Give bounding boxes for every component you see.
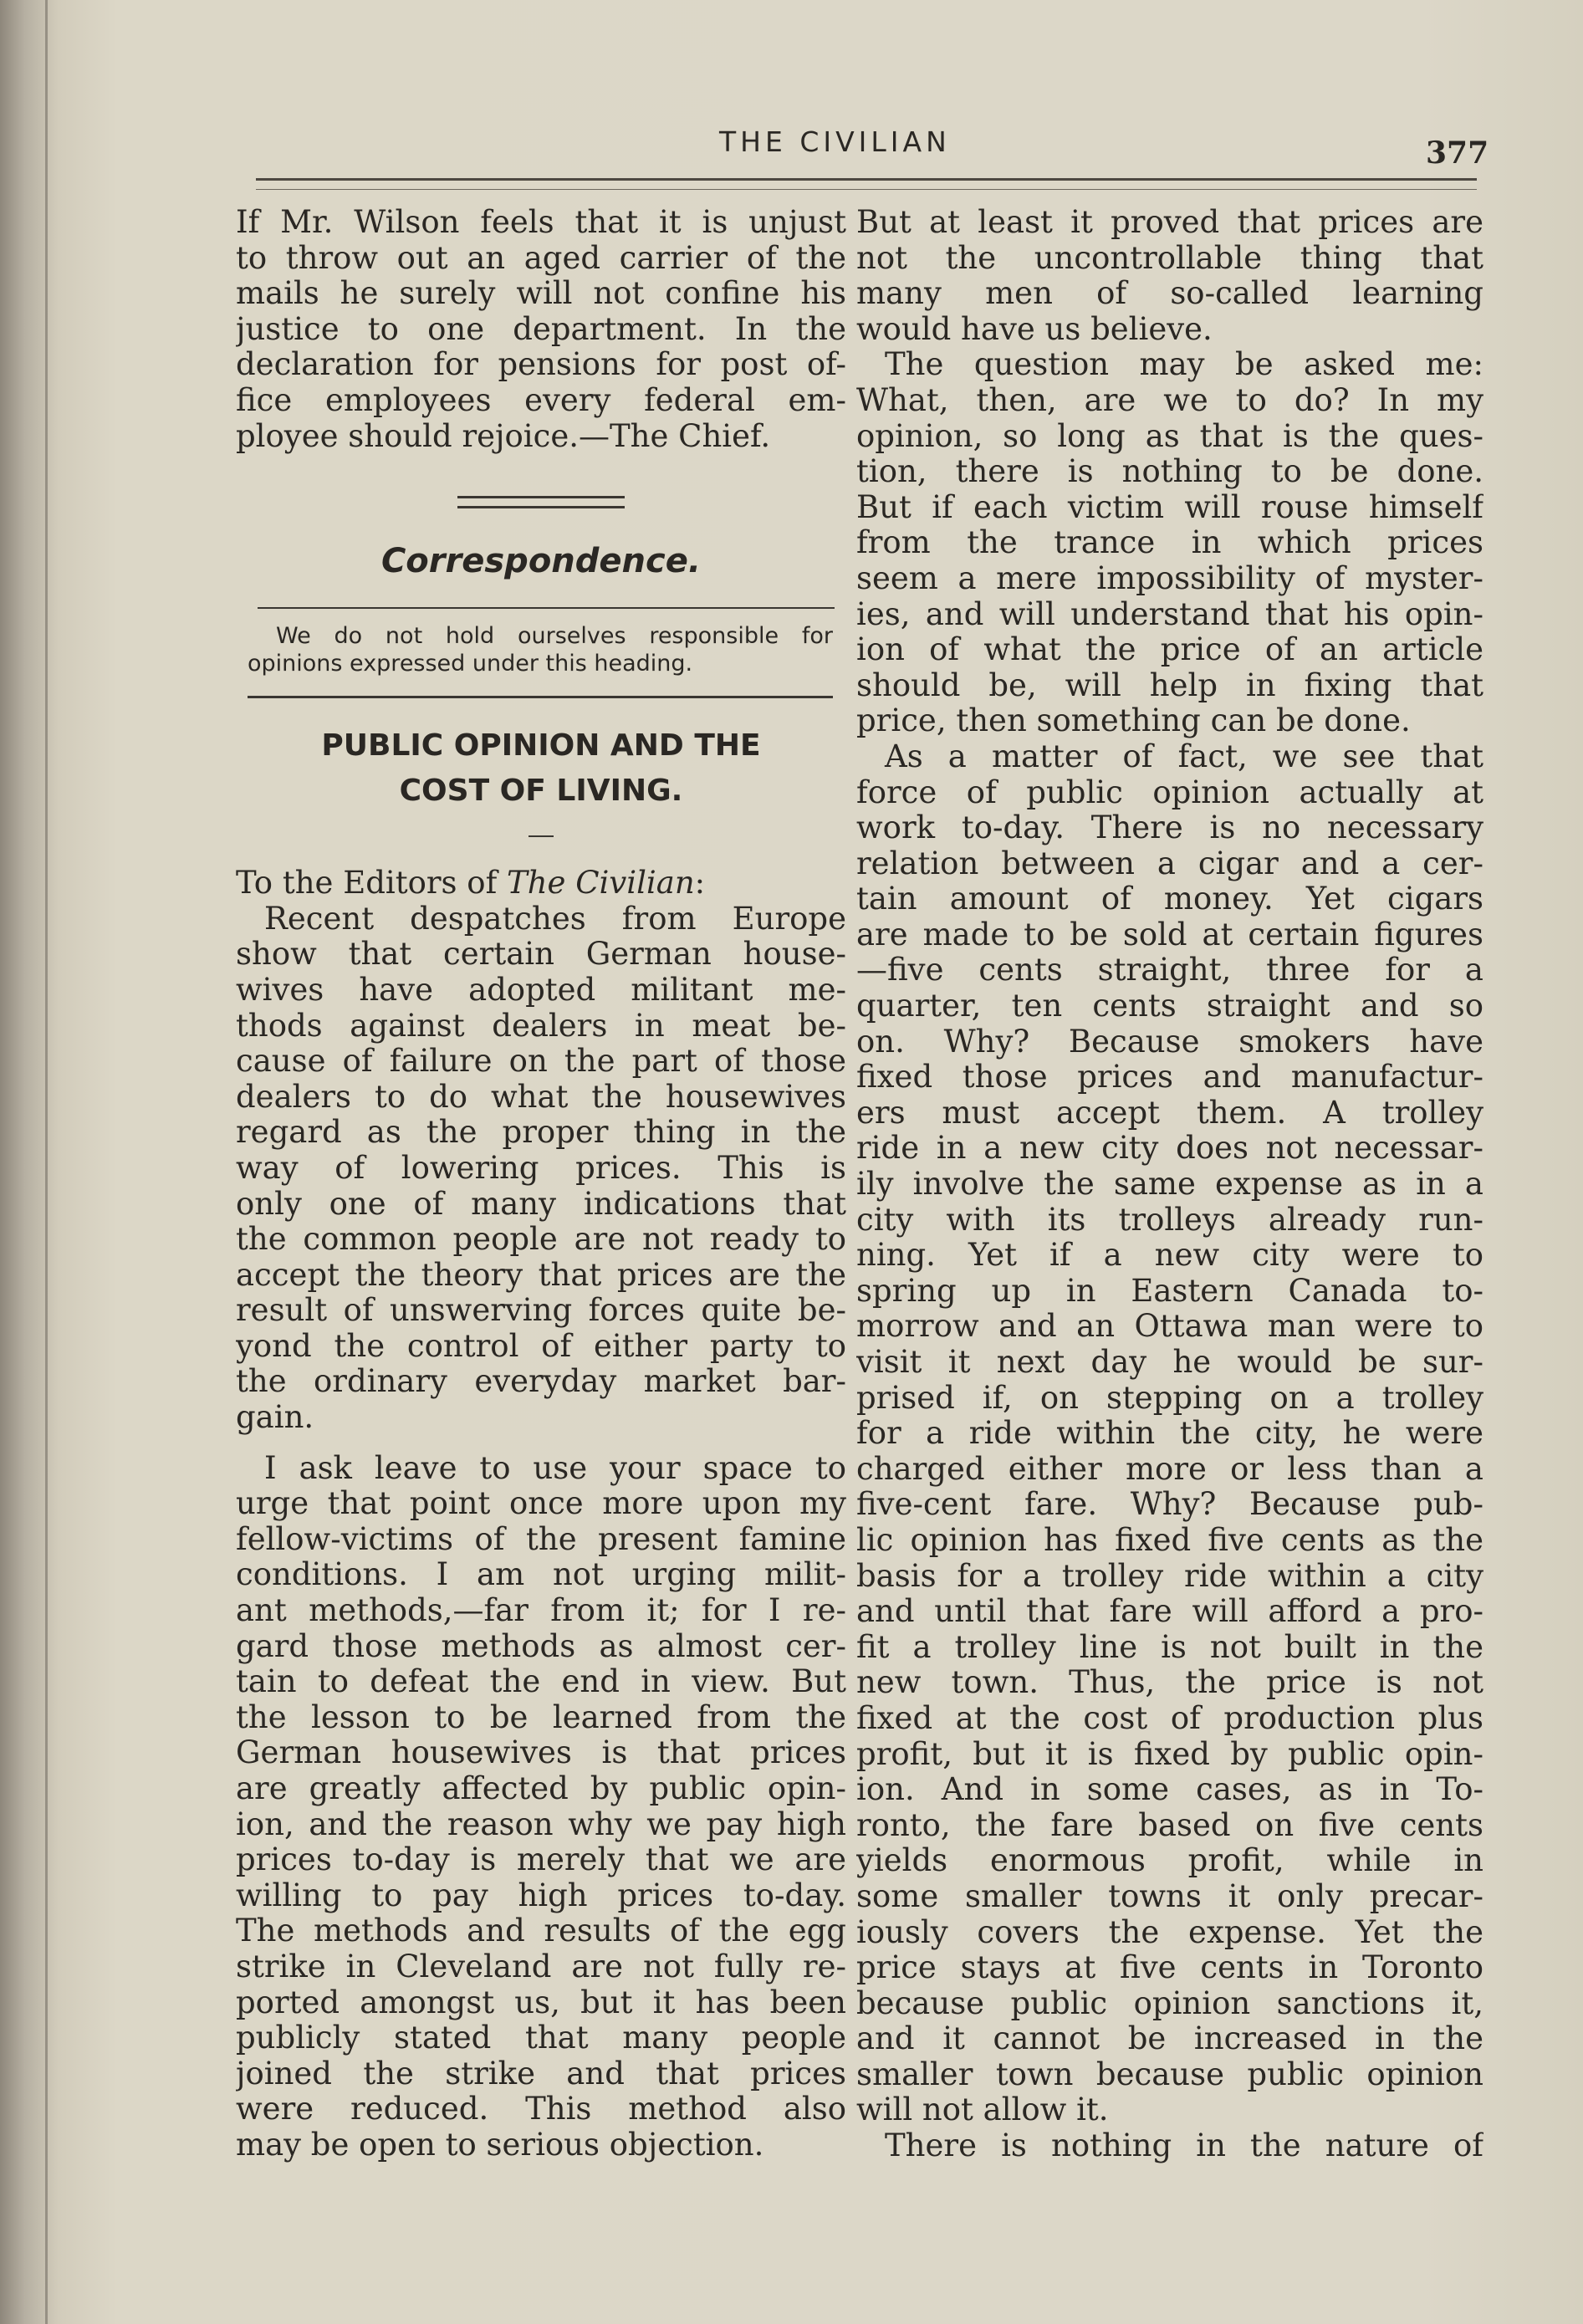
text-line: ride in a new city does not necessar-	[856, 1131, 1483, 1167]
left-column	[236, 205, 846, 2163]
text-line: gain.	[236, 1400, 314, 1436]
text-line: show that certain German house-	[236, 937, 846, 973]
binding-gutter	[45, 0, 48, 2324]
text-line: mails he surely will not confine his	[236, 276, 846, 312]
text-line: basis for a trolley ride within a city	[856, 1558, 1483, 1594]
paragraph-gap	[236, 1436, 846, 1451]
text-line: What, then, are we to do? In my	[856, 382, 1483, 418]
text-line: ning. Yet if a new city were to	[856, 1238, 1483, 1274]
text-line: morrow and an Ottawa man were to	[856, 1309, 1483, 1345]
text-line: lic opinion has fixed five cents as the	[856, 1522, 1483, 1558]
text-line: iously covers the expense. Yet the	[856, 1914, 1483, 1950]
text-line: the common people are not ready to	[236, 1222, 846, 1258]
text-line: were reduced. This method also	[236, 2092, 846, 2127]
text-line: opinions expressed under this heading.	[248, 651, 693, 677]
text-line: gard those methods as almost cer-	[236, 1628, 846, 1664]
text-line: should be, will help in fixing that	[856, 667, 1483, 703]
text-line: cause of failure on the part of those	[236, 1044, 846, 1080]
text-line: tain to defeat the end in view. But	[236, 1664, 846, 1700]
text-line: fixed those prices and manufactur-	[856, 1060, 1483, 1096]
text-line: work to-day. There is no necessary	[856, 810, 1483, 846]
text-line: fellow-victims of the present famine	[236, 1521, 846, 1557]
text-line: There is nothing in the nature of	[885, 2128, 1483, 2164]
text-line: wives have adopted militant me-	[236, 972, 846, 1008]
text-line: The methods and results of the egg	[236, 1913, 846, 1949]
text-line: many men of so-called learning	[856, 276, 1483, 312]
intro-paragraph	[236, 205, 846, 454]
article-title-line: PUBLIC OPINION AND THE	[321, 728, 761, 764]
text-line: As a matter of fact, we see that	[885, 738, 1483, 774]
text-line: yields enormous profit, while in	[856, 1843, 1483, 1879]
salutation-publication: The Civilian	[507, 866, 695, 902]
text-line: charged either more or less than a	[856, 1451, 1483, 1487]
text-line: conditions. I am not urging milit-	[236, 1557, 846, 1593]
text-line: strike in Cleveland are not fully re-	[236, 1949, 846, 1984]
section-divider	[457, 496, 625, 508]
text-line: relation between a cigar and a cer-	[856, 845, 1483, 881]
text-line: profit, but it is fixed by public opin-	[856, 1736, 1483, 1772]
text-line: to throw out an aged carrier of the	[236, 240, 846, 276]
text-line: thods against dealers in meat be-	[236, 1008, 846, 1044]
text-line: smaller town because public opinion	[856, 2056, 1483, 2092]
article-title-line: COST OF LIVING.	[399, 774, 683, 809]
editorial-notice	[248, 622, 833, 677]
text-line: not the uncontrollable thing that	[856, 240, 1483, 276]
text-line: ported amongst us, but it has been	[236, 1984, 846, 2020]
running-head: THE CIVILIAN	[719, 125, 951, 158]
text-line: some smaller towns it only precar-	[856, 1878, 1483, 1914]
text-line: five-cent fare. Why? Because pub-	[856, 1487, 1483, 1523]
text-line: force of public opinion actually at	[856, 774, 1483, 810]
text-line: tain amount of money. Yet cigars	[856, 881, 1483, 917]
paragraph-2	[236, 1451, 846, 2163]
header-rule	[256, 178, 1477, 181]
text-line: publicly stated that many people	[236, 2020, 846, 2056]
text-line: opinion, so long as that is the ques-	[856, 418, 1483, 454]
text-line: fice employees every federal em-	[236, 382, 846, 418]
notice-rule-bottom	[248, 696, 833, 698]
text-line: way of lowering prices. This is	[236, 1150, 846, 1186]
text-line: ion. And in some cases, as in To-	[856, 1772, 1483, 1808]
notice-rule-top	[258, 607, 835, 609]
header-rule-thin	[256, 189, 1477, 190]
text-line: are greatly affected by public opin-	[236, 1771, 846, 1806]
section-title: Correspondence.	[380, 542, 702, 581]
text-line: If Mr. Wilson feels that it is unjust	[236, 205, 846, 240]
text-line: and until that fare will afford a pro-	[856, 1594, 1483, 1630]
text-line: spring up in Eastern Canada to-	[856, 1273, 1483, 1309]
text-line: on. Why? Because smokers have	[856, 1024, 1483, 1060]
text-line: ion, and the reason why we pay high	[236, 1806, 846, 1842]
text-line: fixed at the cost of production plus	[856, 1700, 1483, 1736]
text-line: willing to pay high prices to-day.	[236, 1877, 846, 1913]
text-line: ers must accept them. A trolley	[856, 1095, 1483, 1131]
text-line: Recent despatches from Europe	[264, 901, 846, 937]
text-line: prices to-day is merely that we are	[236, 1842, 846, 1878]
text-line: prised if, on stepping on a trolley	[856, 1380, 1483, 1416]
text-line: quarter, ten cents straight and so	[856, 988, 1483, 1024]
text-line: only one of many indications that	[236, 1186, 846, 1222]
text-line: justice to one department. In the	[236, 311, 846, 347]
text-line: But if each victim will rouse himself	[856, 489, 1483, 525]
text-line: joined the strike and that prices	[236, 2056, 846, 2092]
text-line: ily involve the same expense as in a	[856, 1167, 1483, 1203]
text-line: fit a trolley line is not built in the	[856, 1629, 1483, 1665]
text-line: tion, there is nothing to be done.	[856, 454, 1483, 490]
text-line: urge that point once more upon my	[236, 1486, 846, 1522]
text-line: because public opinion sanctions it,	[856, 1985, 1483, 2021]
text-line: price, then something can be done.	[856, 703, 1411, 739]
right-column	[856, 205, 1483, 2164]
text-line: the ordinary everyday market bar-	[236, 1364, 846, 1400]
text-line: the lesson to be learned from the	[236, 1699, 846, 1735]
text-line: I ask leave to use your space to	[264, 1450, 846, 1486]
text-line: ion of what the price of an article	[856, 632, 1483, 668]
text-line: accept the theory that prices are the	[236, 1257, 846, 1293]
article-title	[236, 723, 846, 814]
page-number: 377	[1426, 135, 1489, 171]
text-line: may be open to serious objection.	[236, 2127, 764, 2163]
text-line: for a ride within the city, he were	[856, 1416, 1483, 1452]
text-line: will not allow it.	[856, 2092, 1109, 2128]
text-line: and it cannot be increased in the	[856, 2021, 1483, 2057]
text-line: price stays at five cents in Toronto	[856, 1950, 1483, 1986]
text-line: city with its trolleys already run-	[856, 1202, 1483, 1238]
title-dash	[529, 835, 554, 837]
text-line: declaration for pensions for post of-	[236, 347, 846, 383]
text-line: German housewives is that prices	[236, 1735, 846, 1771]
text-line: ronto, the fare based on five cents	[856, 1807, 1483, 1843]
text-line: result of unswerving forces quite be-	[236, 1293, 846, 1329]
salutation-prefix: To the Editors of	[236, 866, 508, 902]
text-line: would have us believe.	[856, 311, 1213, 347]
text-line: regard as the proper thing in the	[236, 1115, 846, 1151]
text-line: —five cents straight, three for a	[856, 953, 1483, 988]
text-line: dealers to do what the housewives	[236, 1079, 846, 1115]
text-line: visit it next day he would be sur-	[856, 1345, 1483, 1380]
text-line: But at least it proved that prices are	[856, 205, 1483, 240]
salutation	[236, 866, 846, 902]
text-line: ies, and will understand that his opin-	[856, 596, 1483, 632]
text-line: ployee should rejoice.—The Chief.	[236, 418, 771, 454]
text-line: new town. Thus, the price is not	[856, 1665, 1483, 1701]
text-line: yond the control of either party to	[236, 1328, 846, 1364]
text-line: from the trance in which prices	[856, 525, 1483, 561]
text-line: ant methods,—far from it; for I re-	[236, 1593, 846, 1629]
text-line: seem a mere impossibility of myster-	[856, 560, 1483, 596]
text-line: are made to be sold at certain figures	[856, 917, 1483, 953]
text-line: We do not hold ourselves responsible for	[276, 623, 833, 650]
text-line: The question may be asked me:	[885, 347, 1483, 383]
salutation-suffix: :	[694, 866, 706, 902]
paragraph-1	[236, 902, 846, 1436]
